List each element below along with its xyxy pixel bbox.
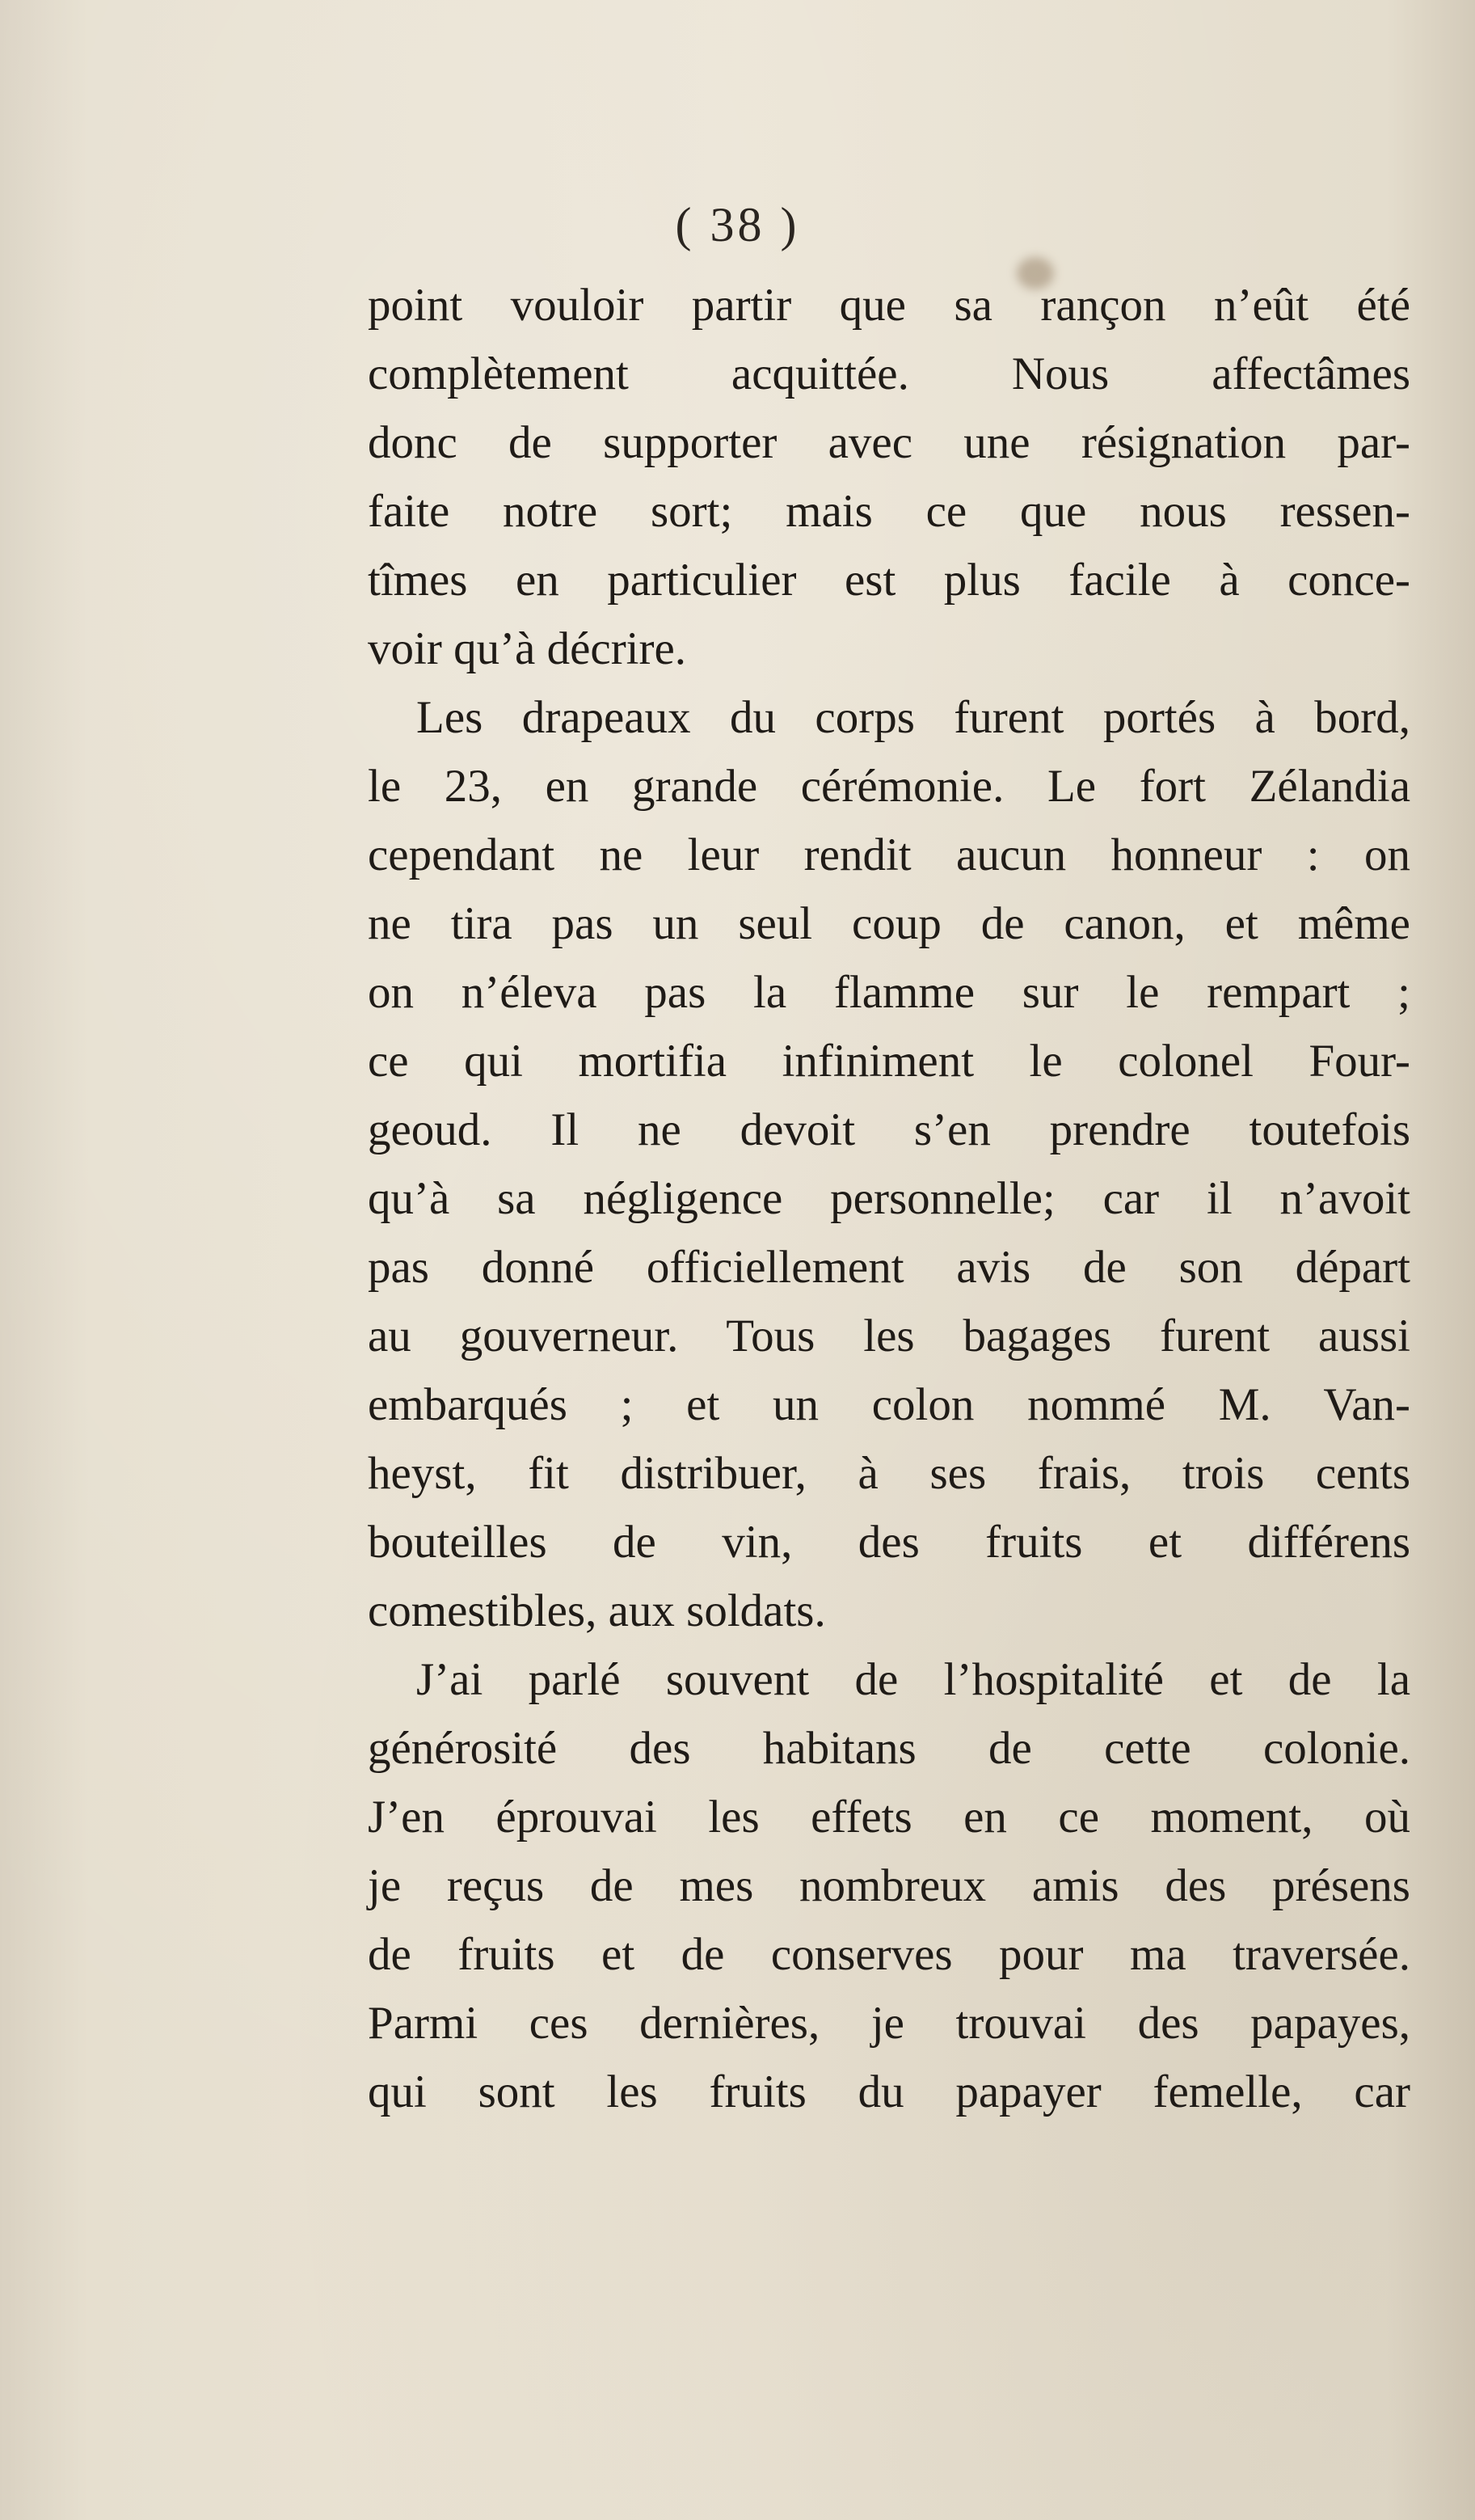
text-line: le 23, en grande cérémonie. Le fort Zélandia [368, 761, 1410, 812]
text-line: cependant ne leur rendit aucun honneur : on [368, 829, 1410, 880]
text-line: geoud. Il ne devoit s’en prendre toutefois [368, 1104, 1410, 1155]
text-line: pas donné officiellement avis de son départ [368, 1242, 1410, 1293]
text-line: ne tira pas un seul coup de canon, et même [368, 898, 1410, 949]
paragraph-2 [368, 683, 1410, 1645]
page-number: ( 38 ) [675, 198, 800, 251]
text-line: comestibles, aux soldats. [368, 1585, 826, 1636]
text-line: tîmes en particulier est plus facile à conce- [368, 555, 1410, 606]
text-line: générosité des habitans de cette colonie. [368, 1723, 1410, 1774]
text-line: J’en éprouvai les effets en ce moment, où [368, 1792, 1410, 1843]
text-line: je reçus de mes nombreux amis des présens [368, 1860, 1410, 1911]
text-line: ce qui mortifia infiniment le colonel Four- [368, 1036, 1410, 1087]
body-text [368, 271, 1410, 2126]
text-line: de fruits et de conserves pour ma traversée. [368, 1929, 1410, 1980]
text-line: Les drapeaux du corps furent portés à bord, [416, 692, 1410, 743]
text-line: complètement acquittée. Nous affectâmes [368, 348, 1410, 399]
text-line: on n’éleva pas la flamme sur le rempart ; [368, 967, 1410, 1018]
text-line: bouteilles de vin, des fruits et différens [368, 1517, 1410, 1568]
text-line: embarqués ; et un colon nommé M. Van- [368, 1379, 1410, 1430]
paragraph-1 [368, 271, 1410, 683]
text-line: point vouloir partir que sa rançon n’eût été [368, 280, 1410, 331]
text-line: qui sont les fruits du papayer femelle, car [368, 2066, 1410, 2117]
text-line: J’ai parlé souvent de l’hospitalité et de la [416, 1654, 1410, 1705]
paragraph-3 [368, 1645, 1410, 2126]
text-line: qu’à sa négligence personnelle; car il n’avoit [368, 1173, 1410, 1224]
text-line: voir qu’à décrire. [368, 623, 687, 674]
text-line: donc de supporter avec une résignation par- [368, 417, 1410, 468]
text-line: Parmi ces dernières, je trouvai des papayes, [368, 1998, 1410, 2049]
text-line: au gouverneur. Tous les bagages furent aussi [368, 1311, 1410, 1361]
text-line: faite notre sort; mais ce que nous ressen- [368, 486, 1410, 537]
text-line: heyst, fit distribuer, à ses frais, trois cents [368, 1448, 1410, 1499]
